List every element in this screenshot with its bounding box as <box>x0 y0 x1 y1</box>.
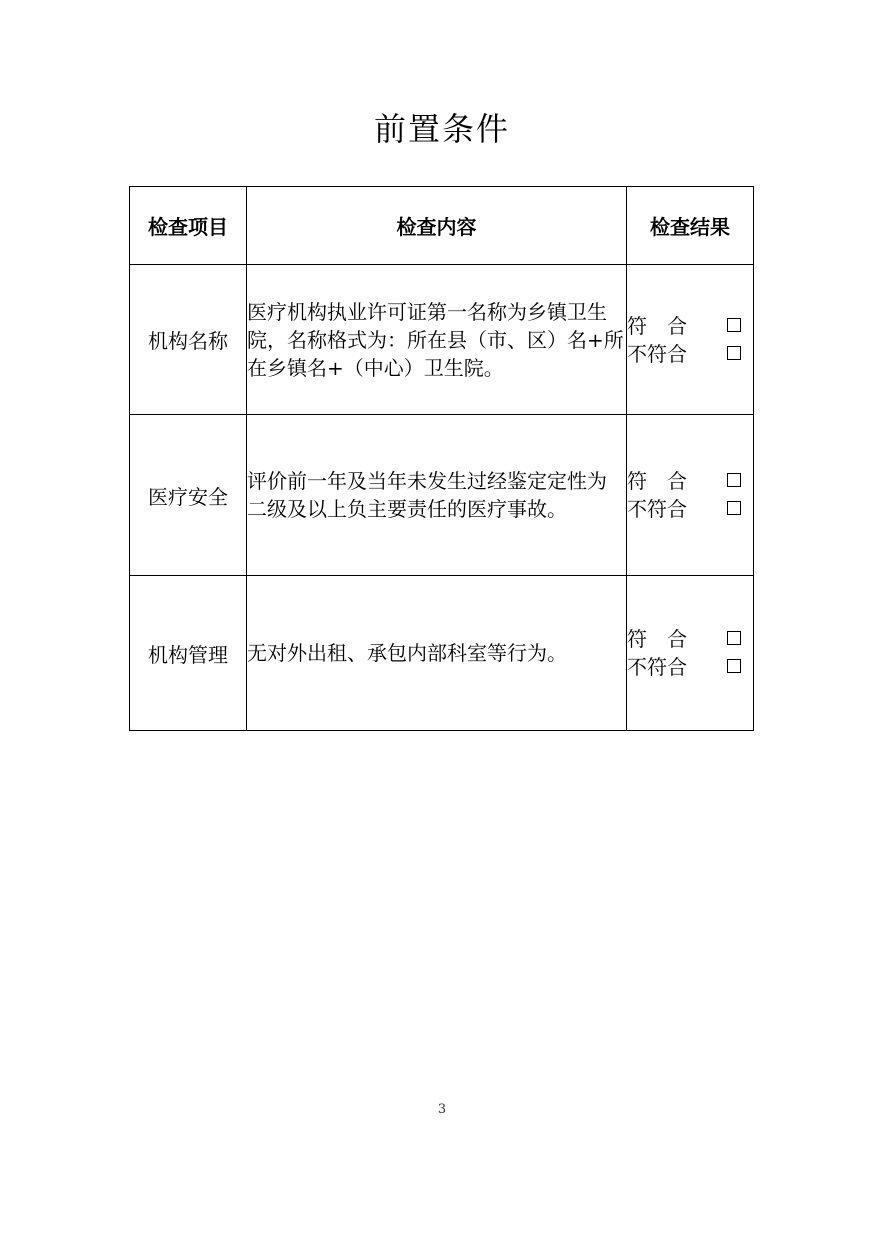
row-result <box>627 576 754 731</box>
row-item: 机构名称 <box>130 265 247 415</box>
row-item: 机构管理 <box>130 576 247 731</box>
row-content: 评价前一年及当年未发生过经鉴定定性为二级及以上负主要责任的医疗事故。 <box>247 415 627 576</box>
row-result <box>627 415 754 576</box>
option-label: 符 合 <box>627 313 687 338</box>
row-content: 无对外出租、承包内部科室等行为。 <box>247 576 627 731</box>
option-comply[interactable] <box>627 625 753 653</box>
page-title: 前置条件 <box>373 110 510 148</box>
header-check-result: 检查结果 <box>627 187 754 265</box>
option-label: 符 合 <box>627 627 687 651</box>
page-number: 3 <box>437 1102 447 1117</box>
option-not-comply[interactable] <box>627 495 753 523</box>
option-label: 符 合 <box>627 469 687 493</box>
row-result <box>627 265 754 415</box>
option-label: 不符合 <box>627 655 687 679</box>
checkbox-comply[interactable] <box>727 631 741 645</box>
option-label: 不符合 <box>627 497 687 521</box>
checkbox-not-comply[interactable] <box>727 346 741 360</box>
checkbox-not-comply[interactable] <box>727 659 741 673</box>
table-row <box>130 576 754 731</box>
table-row <box>130 415 754 576</box>
option-comply[interactable] <box>627 312 753 340</box>
option-not-comply[interactable] <box>627 653 753 681</box>
checkbox-comply[interactable] <box>727 473 741 487</box>
option-comply[interactable] <box>627 467 753 495</box>
row-item: 医疗安全 <box>130 415 247 576</box>
precondition-table <box>129 186 754 731</box>
checkbox-comply[interactable] <box>727 318 741 332</box>
header-check-content: 检查内容 <box>247 187 627 265</box>
checkbox-not-comply[interactable] <box>727 501 741 515</box>
table-row <box>130 265 754 415</box>
table-header-row <box>130 187 754 265</box>
header-check-item: 检查项目 <box>130 187 247 265</box>
option-label: 不符合 <box>627 341 687 366</box>
option-not-comply[interactable] <box>627 340 753 368</box>
row-content: 医疗机构执业许可证第一名称为乡镇卫生院，名称格式为：所在县（市、区）名+所在乡镇名+（中心）卫生院。 <box>247 265 627 415</box>
